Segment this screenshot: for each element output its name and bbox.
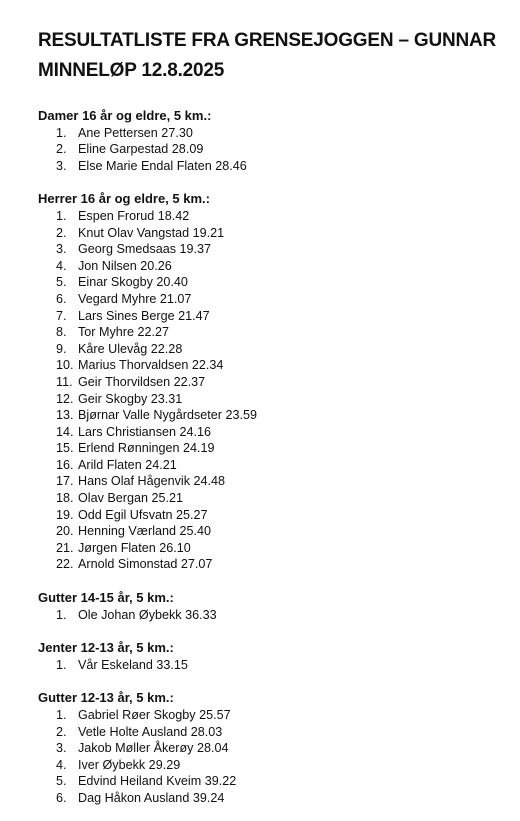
entry-name-time: Bjørnar Valle Nygårdseter 23.59 (78, 408, 257, 423)
entry-rank: 11. (56, 374, 73, 389)
results-section (38, 108, 500, 174)
entry-rank: 14. (56, 424, 74, 439)
entry-name-time: Lars Christiansen 24.16 (78, 424, 212, 439)
entry-rank: 2. (56, 142, 67, 157)
result-entry (38, 724, 500, 741)
result-entry (38, 407, 500, 424)
entry-name-time: Dag Håkon Ausland 39.24 (78, 790, 225, 805)
result-entry (38, 291, 500, 308)
result-entry (38, 158, 500, 175)
results-section (38, 590, 500, 623)
entry-rank: 3. (56, 242, 67, 257)
entry-rank: 4. (56, 757, 67, 772)
result-entry (38, 374, 500, 391)
entry-name-time: Vegard Myhre 21.07 (78, 291, 192, 306)
entry-name-time: Hans Olaf Hågenvik 24.48 (78, 474, 226, 489)
result-entry (38, 125, 500, 142)
results-list (38, 657, 500, 674)
result-entry (38, 241, 500, 258)
result-entry (38, 225, 500, 242)
entry-name-time: Kåre Ulevåg 22.28 (78, 341, 183, 356)
entry-name-time: Geir Thorvildsen 22.37 (78, 374, 206, 389)
result-entry (38, 324, 500, 341)
entry-rank: 10. (56, 358, 74, 373)
result-entry (38, 740, 500, 757)
result-entry (38, 473, 500, 490)
entry-name-time: Arild Flaten 24.21 (78, 457, 177, 472)
result-entry (38, 208, 500, 225)
entry-name-time: Edvind Heiland Kveim 39.22 (78, 774, 237, 789)
entry-name-time: Iver Øybekk 29.29 (78, 757, 181, 772)
result-entry (38, 391, 500, 408)
result-entry (38, 341, 500, 358)
entry-rank: 2. (56, 225, 67, 240)
result-entry (38, 308, 500, 325)
entry-name-time: Marius Thorvaldsen 22.34 (78, 358, 224, 373)
entry-rank: 21. (56, 540, 74, 555)
entry-name-time: Espen Frorud 18.42 (78, 208, 190, 223)
results-list (38, 208, 500, 573)
entry-name-time: Arnold Simonstad 27.07 (78, 557, 213, 572)
entry-name-time: Georg Smedsaas 19.37 (78, 242, 212, 257)
entry-name-time: Erlend Rønningen 24.19 (78, 441, 215, 456)
entry-name-time: Henning Værland 25.40 (78, 524, 212, 539)
entry-name-time: Lars Sines Berge 21.47 (78, 308, 210, 323)
entry-rank: 1. (56, 657, 67, 672)
entry-rank: 9. (56, 341, 67, 356)
entry-rank: 20. (56, 524, 74, 539)
section-heading: Jenter 12-13 år, 5 km.: (38, 640, 174, 656)
result-entry (38, 507, 500, 524)
results-list (38, 607, 500, 624)
result-entry (38, 274, 500, 291)
results-list (38, 125, 500, 175)
results-section (38, 191, 500, 573)
entry-rank: 22. (56, 557, 74, 572)
entry-rank: 18. (56, 491, 74, 506)
entry-name-time: Knut Olav Vangstad 19.21 (78, 225, 225, 240)
entry-name-time: Geir Skogby 23.31 (78, 391, 183, 406)
entry-rank: 2. (56, 724, 67, 739)
result-entry (38, 707, 500, 724)
entry-rank: 3. (56, 158, 67, 173)
result-entry (38, 657, 500, 674)
entry-name-time: Tor Myhre 22.27 (78, 325, 169, 340)
entry-rank: 12. (56, 391, 74, 406)
document-title: RESULTATLISTE FRA GRENSEJOGGEN – GUNNAR MINNELØP 12.8.2025 (38, 30, 497, 81)
result-entry (38, 556, 500, 573)
entry-rank: 3. (56, 741, 67, 756)
section-heading: Gutter 12-13 år, 5 km.: (38, 690, 174, 706)
result-entry (38, 523, 500, 540)
entry-rank: 4. (56, 258, 67, 273)
entry-rank: 7. (56, 308, 67, 323)
entry-rank: 13. (56, 408, 74, 423)
entry-rank: 1. (56, 208, 67, 223)
entry-rank: 19. (56, 507, 74, 522)
entry-name-time: Jørgen Flaten 26.10 (78, 540, 191, 555)
entry-name-time: Ane Pettersen 27.30 (78, 125, 193, 140)
result-entry (38, 540, 500, 557)
entry-name-time: Olav Bergan 25.21 (78, 491, 184, 506)
entry-rank: 17. (56, 474, 74, 489)
entry-name-time: Eline Garpestad 28.09 (78, 142, 204, 157)
entry-rank: 16. (56, 457, 74, 472)
result-entry (38, 141, 500, 158)
entry-name-time: Vetle Holte Ausland 28.03 (78, 724, 223, 739)
entry-name-time: Jon Nilsen 20.26 (78, 258, 172, 273)
section-heading: Gutter 14-15 år, 5 km.: (38, 590, 174, 606)
result-entry (38, 258, 500, 275)
section-heading: Damer 16 år og eldre, 5 km.: (38, 108, 212, 123)
entry-name-time: Vår Eskeland 33.15 (78, 657, 188, 672)
entry-name-time: Ole Johan Øybekk 36.33 (78, 607, 217, 622)
entry-name-time: Gabriel Røer Skogby 25.57 (78, 708, 231, 722)
entry-rank: 5. (56, 774, 67, 789)
results-list (38, 707, 500, 807)
result-entry (38, 357, 500, 374)
result-entry (38, 757, 500, 774)
section-heading: Herrer 16 år og eldre, 5 km.: (38, 191, 210, 207)
entry-rank: 6. (56, 291, 67, 306)
entry-name-time: Einar Skogby 20.40 (78, 275, 188, 290)
result-entry (38, 424, 500, 441)
results-sections (38, 108, 500, 807)
result-entry (38, 790, 500, 807)
entry-rank: 8. (56, 325, 67, 340)
entry-rank: 5. (56, 275, 67, 290)
result-entry (38, 490, 500, 507)
result-entry (38, 457, 500, 474)
entry-rank: 1. (56, 607, 67, 622)
result-entry (38, 773, 500, 790)
entry-name-time: Odd Egil Ufsvatn 25.27 (78, 507, 208, 522)
results-section (38, 690, 500, 806)
entry-rank: 6. (56, 790, 67, 805)
result-entry (38, 440, 500, 457)
entry-name-time: Else Marie Endal Flaten 28.46 (78, 158, 247, 173)
results-section (38, 640, 500, 673)
entry-rank: 1. (56, 125, 67, 140)
entry-rank: 1. (56, 708, 67, 722)
result-entry (38, 607, 500, 624)
entry-rank: 15. (56, 441, 74, 456)
entry-name-time: Jakob Møller Åkerøy 28.04 (78, 741, 229, 756)
